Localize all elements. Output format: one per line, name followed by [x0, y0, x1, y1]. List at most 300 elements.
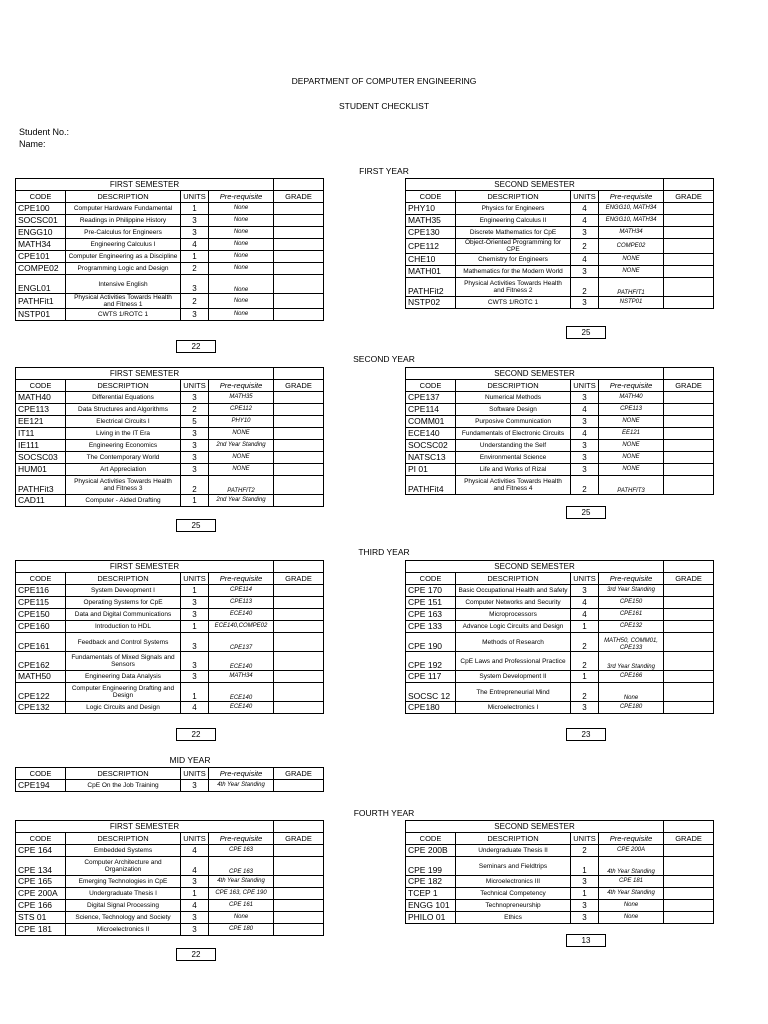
course-units: 1 — [571, 857, 599, 876]
table-row — [16, 428, 324, 440]
table-row — [16, 294, 324, 309]
course-units: 3 — [571, 912, 599, 924]
course-prerequisite: NONE — [599, 416, 664, 428]
table-row — [16, 404, 324, 416]
course-code: MATH40 — [16, 392, 66, 404]
semester-table — [15, 767, 324, 792]
course-units: 1 — [571, 621, 599, 633]
course-units: 3 — [571, 464, 599, 476]
course-prerequisite: ECE140 — [209, 683, 274, 702]
semester-header: FIRST SEMESTER — [16, 561, 274, 573]
course-prerequisite: ECE140,COMPE02 — [209, 621, 274, 633]
grade-cell[interactable] — [664, 876, 714, 888]
grade-cell[interactable] — [664, 671, 714, 683]
course-code: CPE115 — [16, 597, 66, 609]
grade-cell[interactable] — [664, 476, 714, 495]
course-code: SOCSC01 — [16, 215, 66, 227]
table-row — [406, 266, 714, 278]
course-description: Differential Equations — [66, 392, 181, 404]
grade-col-header: GRADE — [274, 768, 324, 780]
table-row — [16, 440, 324, 452]
grade-header-blank — [664, 368, 714, 380]
course-units: 3 — [181, 309, 209, 321]
course-code: IE111 — [16, 440, 66, 452]
course-code: CPE132 — [16, 702, 66, 714]
code-col-header: CODE — [406, 191, 456, 203]
course-prerequisite: 2nd Year Standing — [209, 440, 274, 452]
grade-cell[interactable] — [664, 652, 714, 671]
table-row — [406, 203, 714, 215]
course-prerequisite: PATHFIT3 — [599, 476, 664, 495]
course-description: Microelectronics III — [456, 876, 571, 888]
prerequisite-col-header: Pre-requisite — [599, 380, 664, 392]
grade-cell[interactable] — [664, 392, 714, 404]
table-row — [16, 309, 324, 321]
table-row — [406, 912, 714, 924]
grade-cell[interactable] — [664, 585, 714, 597]
grade-cell[interactable] — [664, 428, 714, 440]
course-prerequisite: None — [209, 294, 274, 309]
grade-cell[interactable] — [274, 702, 324, 714]
department-title: DEPARTMENT OF COMPUTER ENGINEERING — [291, 76, 477, 86]
grade-cell[interactable] — [274, 857, 324, 876]
grade-cell[interactable] — [274, 428, 324, 440]
course-description: Computer Hardware Fundamental — [66, 203, 181, 215]
course-description: Programming Logic and Design — [66, 263, 181, 275]
table-row — [16, 585, 324, 597]
code-col-header: CODE — [16, 380, 66, 392]
course-prerequisite: MATH34 — [209, 671, 274, 683]
units-total: 22 — [176, 948, 216, 961]
course-units: 3 — [181, 227, 209, 239]
grade-cell[interactable] — [664, 597, 714, 609]
course-prerequisite: 3rd Year Standing — [599, 585, 664, 597]
grade-cell[interactable] — [664, 297, 714, 309]
course-description: Logic Circuits and Design — [66, 702, 181, 714]
course-code: CPE 134 — [16, 857, 66, 876]
course-units: 2 — [181, 476, 209, 495]
course-units: 1 — [181, 203, 209, 215]
course-description: Computer Architecture and Organization — [66, 857, 181, 876]
description-col-header: DESCRIPTION — [456, 191, 571, 203]
course-description: Understanding the Self — [456, 440, 571, 452]
table-row — [16, 416, 324, 428]
grade-cell[interactable] — [664, 452, 714, 464]
table-row — [406, 428, 714, 440]
grade-cell[interactable] — [274, 780, 324, 792]
table-row — [406, 297, 714, 309]
grade-cell[interactable] — [664, 254, 714, 266]
table-row — [16, 857, 324, 876]
grade-cell[interactable] — [274, 294, 324, 309]
table-row — [406, 683, 714, 702]
table-row — [406, 597, 714, 609]
course-units: 3 — [181, 215, 209, 227]
grade-cell[interactable] — [274, 609, 324, 621]
course-description: Digital Signal Processing — [66, 900, 181, 912]
semester-header: SECOND SEMESTER — [406, 368, 664, 380]
grade-cell[interactable] — [664, 203, 714, 215]
table-row — [16, 888, 324, 900]
course-units: 3 — [571, 392, 599, 404]
year-title: FIRST YEAR — [359, 166, 409, 176]
course-code: HUM01 — [16, 464, 66, 476]
course-units: 3 — [181, 924, 209, 936]
semester-table — [405, 178, 714, 309]
grade-cell[interactable] — [274, 671, 324, 683]
course-units: 3 — [181, 440, 209, 452]
course-code: CPE114 — [406, 404, 456, 416]
grade-cell[interactable] — [274, 464, 324, 476]
grade-cell[interactable] — [274, 215, 324, 227]
course-prerequisite: MATH35 — [209, 392, 274, 404]
course-units: 3 — [181, 671, 209, 683]
course-units: 4 — [571, 609, 599, 621]
year-title: SECOND YEAR — [353, 354, 415, 364]
units-total: 22 — [176, 340, 216, 353]
table-row — [406, 876, 714, 888]
course-units: 3 — [571, 440, 599, 452]
grade-cell[interactable] — [274, 621, 324, 633]
course-prerequisite: MATH50, COMM01, CPE133 — [599, 633, 664, 652]
course-code: CPE160 — [16, 621, 66, 633]
units-total: 22 — [176, 728, 216, 741]
course-description: Intensive English — [66, 275, 181, 294]
course-units: 4 — [181, 900, 209, 912]
course-prerequisite: 4th Year Standing — [599, 857, 664, 876]
course-prerequisite: 3rd Year Standing — [599, 652, 664, 671]
course-description: Introduction to HDL — [66, 621, 181, 633]
course-code: STS 01 — [16, 912, 66, 924]
course-units: 4 — [181, 857, 209, 876]
course-code: CPE 165 — [16, 876, 66, 888]
grade-cell[interactable] — [664, 609, 714, 621]
grade-cell[interactable] — [664, 857, 714, 876]
course-units: 3 — [571, 876, 599, 888]
grade-cell[interactable] — [664, 702, 714, 714]
units-total: 25 — [176, 519, 216, 532]
course-description: Electrical Circuits I — [66, 416, 181, 428]
course-units: 2 — [571, 683, 599, 702]
table-row — [16, 392, 324, 404]
course-code: ENGL01 — [16, 275, 66, 294]
semester-table — [15, 178, 324, 321]
course-description: CWTS 1/ROTC 1 — [456, 297, 571, 309]
course-prerequisite: ENGG10, MATH34 — [599, 215, 664, 227]
course-units: 3 — [571, 452, 599, 464]
course-code: CPE150 — [16, 609, 66, 621]
course-description: Engineering Calculus I — [66, 239, 181, 251]
table-row — [16, 227, 324, 239]
grade-cell[interactable] — [274, 203, 324, 215]
course-units: 4 — [181, 845, 209, 857]
course-units: 2 — [571, 239, 599, 254]
course-prerequisite: None — [209, 203, 274, 215]
semester-header: SECOND SEMESTER — [406, 561, 664, 573]
course-prerequisite: NONE — [599, 254, 664, 266]
grade-cell[interactable] — [664, 440, 714, 452]
course-prerequisite: CPE 200A — [599, 845, 664, 857]
course-description: Fundamentals of Electronic Circuits — [456, 428, 571, 440]
grade-cell[interactable] — [664, 888, 714, 900]
course-units: 1 — [571, 888, 599, 900]
course-code: ENGG 101 — [406, 900, 456, 912]
course-prerequisite: 2nd Year Standing — [209, 495, 274, 507]
course-description: Undergraduate Thesis II — [456, 845, 571, 857]
grade-cell[interactable] — [274, 392, 324, 404]
grade-col-header: GRADE — [664, 191, 714, 203]
semester-header: FIRST SEMESTER — [16, 179, 274, 191]
course-units: 4 — [181, 239, 209, 251]
table-row — [406, 585, 714, 597]
course-prerequisite: NONE — [209, 464, 274, 476]
course-prerequisite: CPE112 — [209, 404, 274, 416]
column-header-row — [406, 573, 714, 585]
course-units: 3 — [181, 428, 209, 440]
course-code: SOCSC02 — [406, 440, 456, 452]
grade-cell[interactable] — [274, 924, 324, 936]
table-row — [16, 876, 324, 888]
course-code: NSTP02 — [406, 297, 456, 309]
grade-cell[interactable] — [274, 452, 324, 464]
course-units: 3 — [571, 416, 599, 428]
course-description: Operating Systems for CpE — [66, 597, 181, 609]
grade-cell[interactable] — [664, 416, 714, 428]
course-description: Physical Activities Towards Health and Fitness 3 — [66, 476, 181, 495]
course-code: CPE 200B — [406, 845, 456, 857]
prerequisite-col-header: Pre-requisite — [209, 573, 274, 585]
prerequisite-col-header: Pre-requisite — [209, 191, 274, 203]
course-prerequisite: NONE — [209, 452, 274, 464]
name-label: Name: — [19, 139, 46, 149]
grade-cell[interactable] — [274, 309, 324, 321]
course-prerequisite: CPE113 — [599, 404, 664, 416]
course-prerequisite: MATH34 — [599, 227, 664, 239]
course-prerequisite: NONE — [209, 428, 274, 440]
course-prerequisite: CPE180 — [599, 702, 664, 714]
course-description: Computer Engineering Drafting and Design — [66, 683, 181, 702]
course-description: Seminars and Fieldtrips — [456, 857, 571, 876]
table-row — [406, 888, 714, 900]
course-prerequisite: 4th Year Standing — [599, 888, 664, 900]
description-col-header: DESCRIPTION — [66, 833, 181, 845]
course-units: 4 — [571, 404, 599, 416]
table-row — [406, 392, 714, 404]
course-units: 3 — [181, 464, 209, 476]
course-code: CPE161 — [16, 633, 66, 652]
course-units: 3 — [181, 452, 209, 464]
course-units: 3 — [181, 392, 209, 404]
course-code: TCEP 1 — [406, 888, 456, 900]
course-prerequisite: CPE150 — [599, 597, 664, 609]
course-description: Feedback and Control Systems — [66, 633, 181, 652]
grade-cell[interactable] — [664, 404, 714, 416]
course-description: Engineering Economics — [66, 440, 181, 452]
prerequisite-col-header: Pre-requisite — [599, 833, 664, 845]
course-prerequisite: CPE166 — [599, 671, 664, 683]
grade-cell[interactable] — [664, 621, 714, 633]
course-code: MATH01 — [406, 266, 456, 278]
grade-cell[interactable] — [664, 683, 714, 702]
course-prerequisite: CPE 181 — [599, 876, 664, 888]
course-description: Software Design — [456, 404, 571, 416]
table-row — [16, 633, 324, 652]
units-col-header: UNITS — [181, 833, 209, 845]
grade-cell[interactable] — [274, 652, 324, 671]
course-description: Basic Occupational Health and Safety — [456, 585, 571, 597]
course-code: CPE 117 — [406, 671, 456, 683]
grade-cell[interactable] — [274, 263, 324, 275]
table-row — [16, 476, 324, 495]
grade-cell[interactable] — [664, 266, 714, 278]
course-code: SOCSC03 — [16, 452, 66, 464]
units-col-header: UNITS — [571, 573, 599, 585]
units-total: 25 — [566, 326, 606, 339]
course-prerequisite: 4th Year Standing — [209, 780, 274, 792]
grade-cell[interactable] — [274, 227, 324, 239]
semester-header: SECOND SEMESTER — [406, 821, 664, 833]
table-row — [406, 452, 714, 464]
grade-cell[interactable] — [664, 227, 714, 239]
course-code: CPE162 — [16, 652, 66, 671]
code-col-header: CODE — [406, 833, 456, 845]
grade-cell[interactable] — [274, 404, 324, 416]
course-code: CPE 181 — [16, 924, 66, 936]
grade-cell[interactable] — [274, 239, 324, 251]
table-row — [406, 239, 714, 254]
course-prerequisite: NONE — [599, 452, 664, 464]
grade-cell[interactable] — [274, 683, 324, 702]
course-prerequisite: CPE 163, CPE 190 — [209, 888, 274, 900]
grade-cell[interactable] — [274, 876, 324, 888]
course-code: CPE137 — [406, 392, 456, 404]
prerequisite-col-header: Pre-requisite — [209, 833, 274, 845]
table-row — [406, 254, 714, 266]
grade-cell[interactable] — [664, 464, 714, 476]
table-row — [16, 495, 324, 507]
code-col-header: CODE — [16, 833, 66, 845]
course-prerequisite: PATHFIT1 — [599, 278, 664, 297]
units-col-header: UNITS — [181, 191, 209, 203]
grade-cell[interactable] — [274, 416, 324, 428]
grade-cell[interactable] — [274, 633, 324, 652]
grade-cell[interactable] — [664, 912, 714, 924]
course-description: Physical Activities Towards Health and Fitness 2 — [456, 278, 571, 297]
grade-cell[interactable] — [274, 476, 324, 495]
prerequisite-col-header: Pre-requisite — [599, 191, 664, 203]
grade-header-blank — [274, 179, 324, 191]
table-row — [16, 275, 324, 294]
table-row — [16, 702, 324, 714]
table-row — [406, 404, 714, 416]
table-row — [406, 845, 714, 857]
course-prerequisite: CPE132 — [599, 621, 664, 633]
course-description: Physical Activities Towards Health and Fitness 1 — [66, 294, 181, 309]
table-row — [16, 900, 324, 912]
code-col-header: CODE — [16, 573, 66, 585]
grade-cell[interactable] — [664, 278, 714, 297]
course-prerequisite: PATHFIT2 — [209, 476, 274, 495]
grade-cell[interactable] — [274, 900, 324, 912]
grade-cell[interactable] — [274, 585, 324, 597]
code-col-header: CODE — [406, 380, 456, 392]
course-description: Microelectronics I — [456, 702, 571, 714]
grade-cell[interactable] — [274, 888, 324, 900]
description-col-header: DESCRIPTION — [66, 573, 181, 585]
course-prerequisite: CPE113 — [209, 597, 274, 609]
course-code: CPE 200A — [16, 888, 66, 900]
course-units: 2 — [571, 845, 599, 857]
grade-cell[interactable] — [274, 275, 324, 294]
course-units: 3 — [181, 597, 209, 609]
table-row — [16, 621, 324, 633]
grade-header-blank — [274, 368, 324, 380]
course-code: EE121 — [16, 416, 66, 428]
course-units: 1 — [181, 683, 209, 702]
course-prerequisite: PHY10 — [209, 416, 274, 428]
course-description: Life and Works of Rizal — [456, 464, 571, 476]
course-units: 4 — [571, 215, 599, 227]
description-col-header: DESCRIPTION — [66, 380, 181, 392]
grade-cell[interactable] — [274, 912, 324, 924]
course-description: Art Appreciation — [66, 464, 181, 476]
course-code: PATHFit3 — [16, 476, 66, 495]
grade-cell[interactable] — [274, 440, 324, 452]
grade-cell[interactable] — [274, 495, 324, 507]
course-description: Pre-Calculus for Engineers — [66, 227, 181, 239]
table-row — [406, 671, 714, 683]
grade-cell[interactable] — [664, 633, 714, 652]
table-row — [406, 609, 714, 621]
grade-cell[interactable] — [274, 845, 324, 857]
column-header-row — [16, 380, 324, 392]
grade-cell[interactable] — [664, 900, 714, 912]
grade-header-blank — [274, 561, 324, 573]
course-description: Computer Engineering as a Discipline — [66, 251, 181, 263]
course-description: Engineering Calculus II — [456, 215, 571, 227]
course-description: Physical Activities Towards Health and Fitness 4 — [456, 476, 571, 495]
course-units: 3 — [571, 297, 599, 309]
column-header-row — [16, 191, 324, 203]
course-prerequisite: MATH40 — [599, 392, 664, 404]
units-col-header: UNITS — [571, 833, 599, 845]
course-code: CHE10 — [406, 254, 456, 266]
course-units: 4 — [181, 702, 209, 714]
course-prerequisite: ECE140 — [209, 609, 274, 621]
course-code: CPE100 — [16, 203, 66, 215]
course-units: 1 — [181, 621, 209, 633]
grade-cell[interactable] — [664, 845, 714, 857]
course-units: 3 — [571, 227, 599, 239]
grade-header-blank — [274, 821, 324, 833]
course-units: 3 — [181, 609, 209, 621]
grade-cell[interactable] — [274, 597, 324, 609]
table-row — [16, 845, 324, 857]
course-prerequisite: None — [599, 912, 664, 924]
course-units: 2 — [571, 652, 599, 671]
course-description: Advance Logic Circuits and Design — [456, 621, 571, 633]
year-title: MID YEAR — [169, 755, 211, 765]
grade-cell[interactable] — [664, 215, 714, 227]
course-code: CPE 164 — [16, 845, 66, 857]
semester-table — [15, 560, 324, 714]
course-code: CPE 192 — [406, 652, 456, 671]
course-description: Computer Networks and Security — [456, 597, 571, 609]
units-total: 23 — [566, 728, 606, 741]
grade-cell[interactable] — [664, 239, 714, 254]
course-prerequisite: NSTP01 — [599, 297, 664, 309]
grade-cell[interactable] — [274, 251, 324, 263]
